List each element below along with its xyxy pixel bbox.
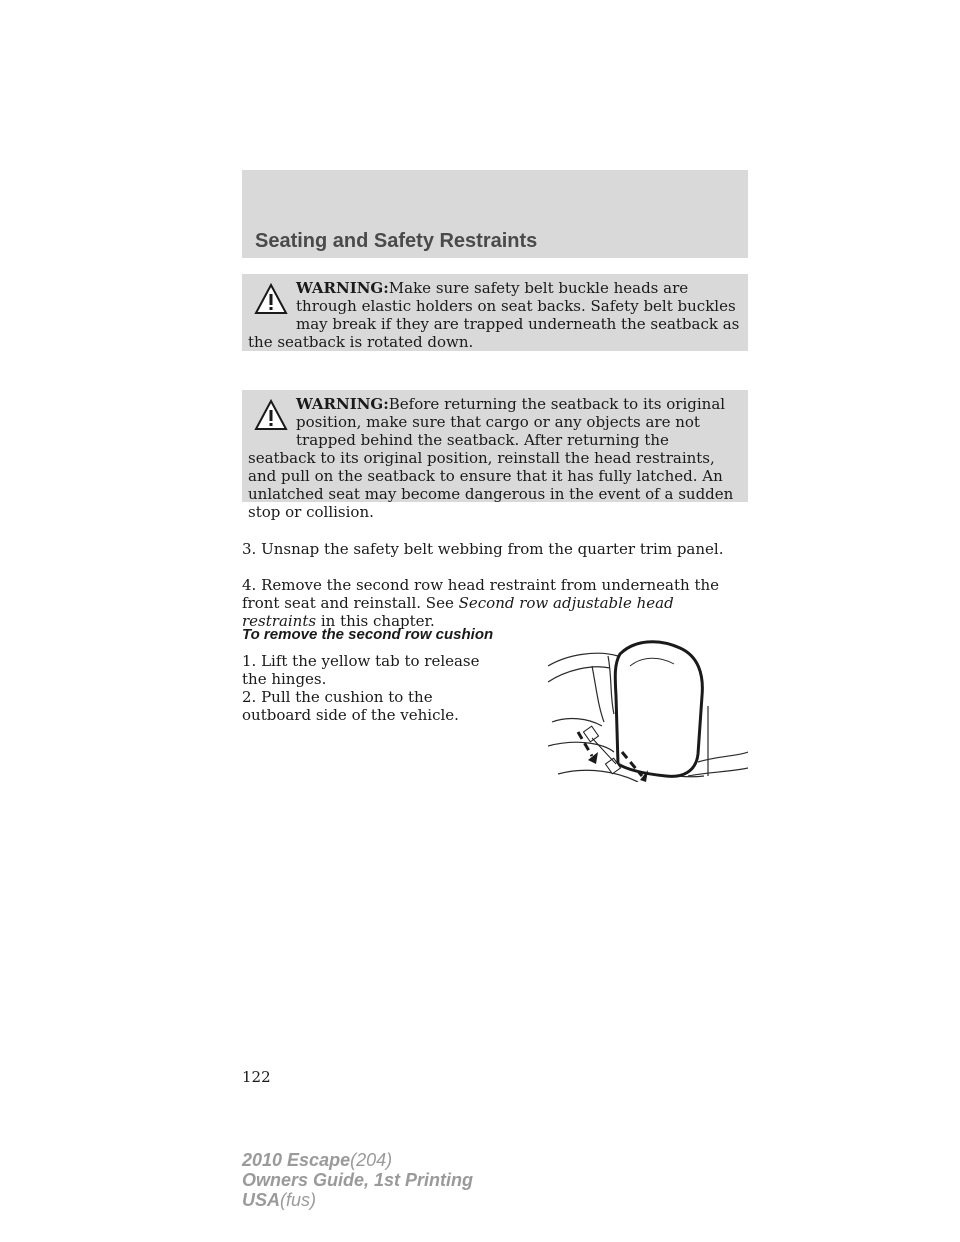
footer-model-code: (204): [350, 1150, 393, 1170]
warning-triangle-icon: [254, 399, 288, 433]
warning-body: Before returning the seatback to its original position, make sure that cargo or any objects are not trapped behind the seatback. After returning the seatback to its original position, reinstall the head restraints, and pull on the seatback to ensure that it has fully latched. An unlatched seat may become dangerous in the event of a sudden stop or collision.: [248, 395, 734, 521]
footer-model: 2010 Escape: [242, 1150, 351, 1170]
warning-text: [248, 279, 740, 351]
cushion-subheading: To remove the second row cushion: [242, 626, 494, 643]
cushion-step-1: 1. Lift the yellow tab to release the hinges.: [242, 652, 480, 688]
seat-cushion-illustration: [548, 626, 748, 782]
document-footer: [242, 1150, 473, 1210]
warning-box-buckle: [242, 274, 748, 351]
cross-reference-link[interactable]: Second row adjustable head restraints: [242, 594, 674, 630]
footer-market-code: (fus): [280, 1190, 317, 1210]
warning-label: WARNING:: [296, 395, 389, 413]
footer-market: USA: [242, 1190, 281, 1210]
warning-box-seatback: [242, 390, 748, 521]
page-number: 122: [242, 1068, 271, 1086]
warning-body: Make sure safety belt buckle heads are through elastic holders on seat backs. Safety belt buckles may break if they are trapped underneath the seatback as the seatback is rotated down.: [248, 279, 740, 351]
footer-printing: Owners Guide, 1st Printing: [242, 1170, 474, 1190]
step-4-text: [242, 576, 748, 630]
warning-triangle-icon: [254, 283, 288, 317]
step-4-before: 4. Remove the second row head restraint from underneath the front seat and reinstall. See: [242, 576, 720, 612]
section-title: Seating and Safety Restraints: [255, 230, 538, 252]
cushion-outline: [615, 642, 702, 777]
cushion-step-2: 2. Pull the cushion to the outboard side of the vehicle.: [242, 688, 459, 724]
warning-label: WARNING:: [296, 279, 389, 297]
step-4-after: in this chapter.: [316, 612, 435, 630]
warning-text: [248, 395, 740, 521]
step-3-text: 3. Unsnap the safety belt webbing from the quarter trim panel.: [242, 540, 724, 558]
